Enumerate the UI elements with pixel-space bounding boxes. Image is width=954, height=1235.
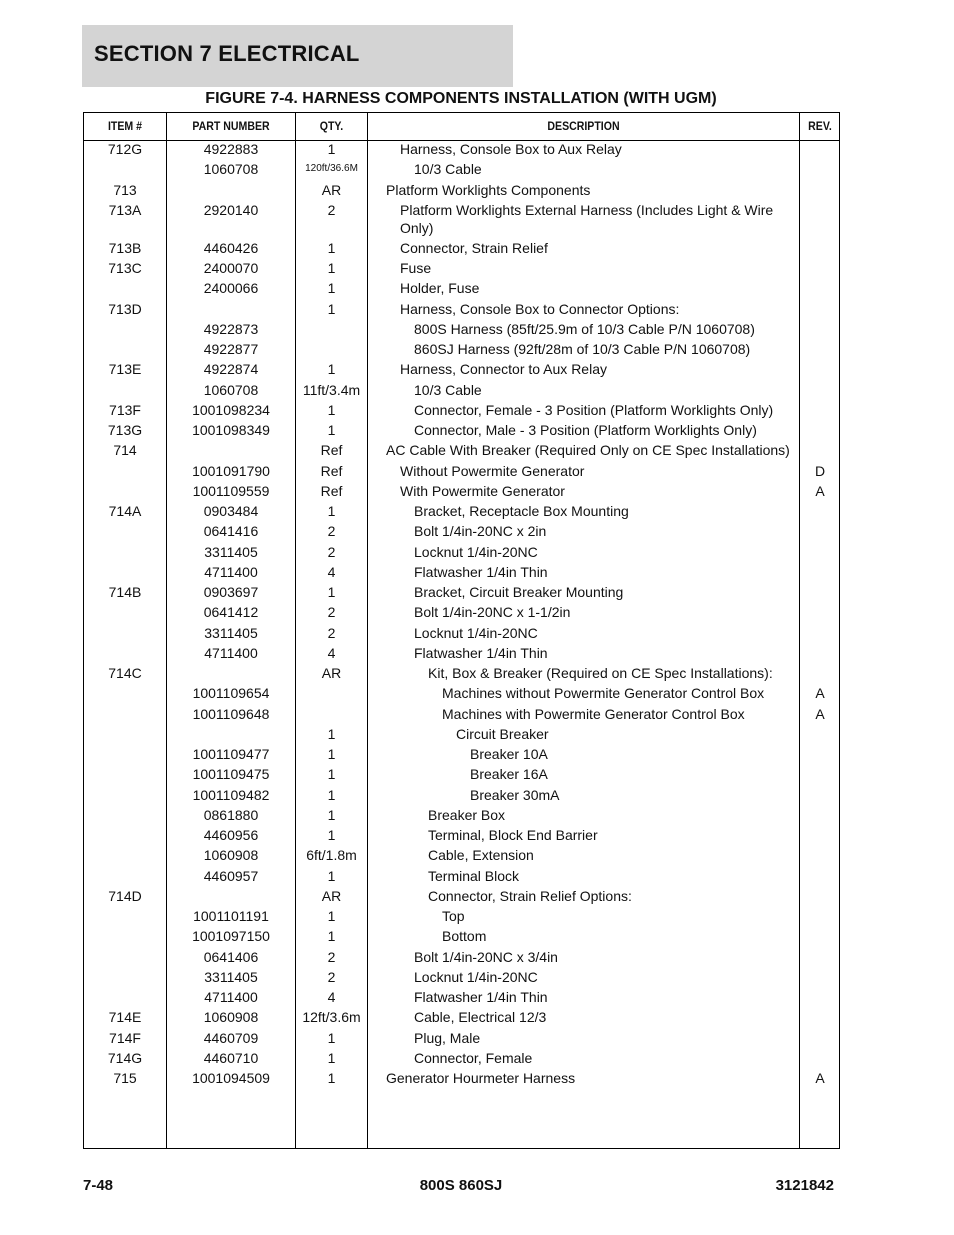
part-number: 1001098349 <box>192 422 270 438</box>
description: AC Cable With Breaker (Required Only on CE Spec Installations) <box>386 442 790 459</box>
table-row <box>84 239 839 259</box>
table-row <box>84 644 839 664</box>
table-row <box>84 1069 839 1089</box>
quantity: 1 <box>327 260 336 276</box>
part-number: 4460426 <box>203 239 259 256</box>
table-header <box>84 113 839 141</box>
table-row <box>84 603 839 623</box>
description: Kit, Box & Breaker (Required on CE Spec Installations): <box>428 665 773 681</box>
quantity: 6ft/1.8m <box>306 847 357 864</box>
table-row <box>84 867 839 887</box>
description: Cable, Electrical 12/3 <box>414 1009 547 1026</box>
part-number: 2400066 <box>203 280 259 297</box>
table-row <box>84 320 839 340</box>
description: Locknut 1/4in-20NC <box>414 968 538 985</box>
footer-doc-number: 3121842 <box>775 1177 834 1194</box>
quantity: 1 <box>327 867 336 884</box>
part-number: 1001109654 <box>192 685 270 702</box>
description: Harness, Connector to Aux Relay <box>400 361 607 378</box>
table-row <box>84 1049 839 1069</box>
table-row <box>84 441 839 461</box>
item-number: 714C <box>108 665 142 681</box>
table-row <box>84 765 839 785</box>
description: Generator Hourmeter Harness <box>386 1070 576 1086</box>
part-number: 0861880 <box>203 806 259 823</box>
part-number: 1060908 <box>203 847 259 864</box>
description: Cable, Extension <box>428 847 534 864</box>
description: Flatwasher 1/4in Thin <box>414 563 548 580</box>
table-row <box>84 745 839 765</box>
part-number: 1001109482 <box>192 786 270 803</box>
part-number: 1001109475 <box>192 766 270 783</box>
table-row <box>84 340 839 360</box>
description: Harness, Console Box to Connector Options: <box>400 300 680 317</box>
part-number: 1001098234 <box>192 401 270 418</box>
header-qty: QTY. <box>319 119 344 133</box>
quantity: Ref <box>320 462 343 479</box>
item-number: 714F <box>109 1029 141 1046</box>
item-number: 713D <box>108 300 142 317</box>
quantity: 2 <box>327 201 336 218</box>
part-number: 4460709 <box>203 1029 259 1046</box>
quantity: 1 <box>327 928 336 945</box>
description: Locknut 1/4in-20NC <box>414 543 538 560</box>
header-part-number: PART NUMBER <box>192 119 270 133</box>
table-row <box>84 502 839 522</box>
table-row <box>84 968 839 988</box>
item-number: 713A <box>108 201 142 218</box>
description: Without Powermite Generator <box>400 462 585 479</box>
description: Flatwasher 1/4in Thin <box>414 989 548 1005</box>
description: Plug, Male <box>414 1029 481 1046</box>
part-number: 4922877 <box>203 341 259 357</box>
part-number: 4711400 <box>204 989 258 1005</box>
description: Bracket, Circuit Breaker Mounting <box>414 584 624 600</box>
part-number: 0641406 <box>203 948 259 965</box>
section-banner <box>82 25 513 87</box>
revision: D <box>814 462 826 479</box>
description: Bracket, Receptacle Box Mounting <box>414 503 629 519</box>
description: Circuit Breaker <box>456 725 549 742</box>
quantity: 4 <box>327 989 336 1005</box>
part-number: 2920140 <box>203 201 259 218</box>
table-row <box>84 988 839 1008</box>
footer-page-number: 7-48 <box>83 1177 114 1194</box>
item-number: 714E <box>108 1009 142 1026</box>
part-number: 0903697 <box>203 584 259 600</box>
quantity: 2 <box>327 624 336 641</box>
table-row <box>84 381 839 401</box>
item-number: 714G <box>107 1049 143 1066</box>
part-number: 0641412 <box>203 604 259 621</box>
table-row <box>84 664 839 684</box>
quantity: 1 <box>327 584 336 600</box>
quantity: 12ft/3.6m <box>302 1009 361 1026</box>
item-number: 713B <box>108 239 142 256</box>
quantity: 1 <box>327 503 336 519</box>
part-number: 1001091790 <box>192 462 270 479</box>
description: Bottom <box>442 928 487 945</box>
description: Breaker 30mA <box>470 786 560 803</box>
description: Locknut 1/4in-20NC <box>414 624 538 641</box>
quantity: 4 <box>327 644 336 661</box>
table-row <box>84 786 839 806</box>
part-number: 3311405 <box>204 543 258 560</box>
figure-title: FIGURE 7-4. HARNESS COMPONENTS INSTALLATION (WITH UGM) <box>205 90 717 107</box>
table-row <box>84 300 839 320</box>
quantity: AR <box>321 181 342 198</box>
description: Connector, Female <box>414 1049 533 1066</box>
table-row <box>84 279 839 299</box>
parts-table <box>83 112 840 1149</box>
quantity: 2 <box>327 543 336 560</box>
table-row <box>84 563 839 583</box>
description: Connector, Strain Relief Options: <box>428 887 632 904</box>
quantity: 1 <box>327 746 336 762</box>
table-row <box>84 846 839 866</box>
quantity: 2 <box>327 523 336 540</box>
description: Machines with Powermite Generator Control Box <box>442 705 745 722</box>
quantity: 1 <box>327 766 336 783</box>
table-row <box>84 583 839 603</box>
revision: A <box>815 685 825 702</box>
description: Bolt 1/4in-20NC x 2in <box>414 523 547 540</box>
part-number: 4922873 <box>203 320 259 337</box>
description: Machines without Powermite Generator Control Box <box>442 685 765 702</box>
description: 800S Harness (85ft/25.9m of 10/3 Cable P/N 1060708) <box>414 320 755 337</box>
description: Flatwasher 1/4in Thin <box>414 644 548 661</box>
item-number: 713G <box>107 422 143 438</box>
quantity: 1 <box>327 725 336 742</box>
part-number: 1060908 <box>203 1009 259 1026</box>
item-number: 714A <box>108 503 142 519</box>
quantity: 4 <box>327 563 336 580</box>
table-body <box>84 140 839 1089</box>
table-row <box>84 927 839 947</box>
description: Holder, Fuse <box>400 280 480 297</box>
quantity: AR <box>321 665 342 681</box>
quantity: Ref <box>320 442 343 459</box>
item-number: 713C <box>108 260 142 276</box>
quantity: 1 <box>327 239 336 256</box>
description: Platform Worklights Components <box>386 181 591 198</box>
revision: A <box>815 482 825 499</box>
item-number: 714B <box>108 584 142 600</box>
section-title: SECTION 7 ELECTRICAL <box>94 41 360 66</box>
revision: A <box>815 705 825 722</box>
table-row <box>84 421 839 441</box>
description: Fuse <box>400 260 432 276</box>
description: Bolt 1/4in-20NC x 3/4in <box>414 948 558 965</box>
description: Bolt 1/4in-20NC x 1-1/2in <box>414 604 571 621</box>
item-number: 713 <box>113 181 137 198</box>
quantity: AR <box>321 887 342 904</box>
part-number: 4711400 <box>204 563 258 580</box>
table-row <box>84 360 839 380</box>
table-row <box>84 462 839 482</box>
header-rev: REV. <box>808 119 832 133</box>
quantity: 2 <box>327 968 336 985</box>
footer-model: 800S 860SJ <box>419 1177 503 1194</box>
part-number: 1001097150 <box>192 928 270 945</box>
header-item: ITEM # <box>107 119 143 133</box>
table-row <box>84 259 839 279</box>
description: 10/3 Cable <box>414 381 482 398</box>
item-number: 714 <box>113 442 137 459</box>
description: 860SJ Harness (92ft/28m of 10/3 Cable P/N 1060708) <box>414 341 751 357</box>
part-number: 0641416 <box>203 523 259 540</box>
quantity: 1 <box>327 141 336 157</box>
table-row <box>84 201 839 239</box>
description: Connector, Female - 3 Position (Platform Worklights Only) <box>414 401 774 418</box>
part-number: 3311405 <box>204 624 258 641</box>
part-number: 4922883 <box>203 141 259 157</box>
part-number: 1060708 <box>203 161 259 178</box>
table-row <box>84 684 839 704</box>
table-row <box>84 624 839 644</box>
description: Harness, Console Box to Aux Relay <box>400 141 622 157</box>
part-number: 0903484 <box>203 503 259 519</box>
quantity: 1 <box>327 1049 336 1066</box>
description: Terminal Block <box>428 867 520 884</box>
table-row <box>84 826 839 846</box>
description: Breaker 10A <box>470 746 548 762</box>
quantity: 2 <box>327 604 336 621</box>
quantity: Ref <box>320 482 343 499</box>
quantity: 1 <box>327 280 336 297</box>
description: Platform Worklights External Harness (Includes Light & Wire Only) <box>400 201 774 236</box>
table-row <box>84 705 839 725</box>
table-row <box>84 948 839 968</box>
item-number: 712G <box>107 141 143 157</box>
revision: A <box>815 1070 825 1086</box>
description: 10/3 Cable <box>414 161 482 178</box>
description: Breaker Box <box>428 806 506 823</box>
part-number: 4711400 <box>204 644 258 661</box>
table-row <box>84 1029 839 1049</box>
table-row <box>84 140 839 160</box>
quantity: 1 <box>327 300 336 317</box>
part-number: 1001101191 <box>193 908 269 924</box>
part-number: 1001109559 <box>192 482 270 499</box>
quantity: 2 <box>327 948 336 965</box>
quantity: 1 <box>327 786 336 803</box>
table-row <box>84 806 839 826</box>
quantity: 1 <box>327 827 336 843</box>
description: Connector, Male - 3 Position (Platform Worklights Only) <box>414 422 757 438</box>
item-number: 713E <box>108 361 142 378</box>
table-row <box>84 1008 839 1028</box>
part-number: 1001109648 <box>192 705 270 722</box>
quantity: 1 <box>327 361 336 378</box>
description: With Powermite Generator <box>400 482 565 499</box>
description: Terminal, Block End Barrier <box>428 827 598 843</box>
description: Breaker 16A <box>470 766 548 783</box>
part-number: 2400070 <box>203 260 259 276</box>
item-number: 715 <box>113 1070 137 1086</box>
table-row <box>84 907 839 927</box>
table-row <box>84 887 839 907</box>
part-number: 4922874 <box>203 361 259 378</box>
item-number: 714D <box>108 887 142 904</box>
quantity: 1 <box>327 908 336 924</box>
part-number: 1001109477 <box>192 746 270 762</box>
table-row <box>84 401 839 421</box>
part-number: 1060708 <box>203 381 259 398</box>
header-description: DESCRIPTION <box>547 119 620 133</box>
quantity: 1 <box>327 806 336 823</box>
quantity: 1 <box>327 422 336 438</box>
part-number: 4460957 <box>203 867 259 884</box>
quantity: 1 <box>327 1029 336 1046</box>
description: Top <box>442 908 465 924</box>
part-number: 4460956 <box>203 827 259 843</box>
table-row <box>84 181 839 201</box>
table-row <box>84 482 839 502</box>
description: Connector, Strain Relief <box>400 239 548 256</box>
part-number: 1001094509 <box>192 1070 270 1086</box>
item-number: 713F <box>109 401 141 418</box>
table-row <box>84 522 839 542</box>
quantity: 120ft/36.6M <box>305 163 358 175</box>
table-row <box>84 543 839 563</box>
quantity: 11ft/3.4m <box>302 381 361 398</box>
quantity: 1 <box>327 1070 336 1086</box>
table-row <box>84 725 839 745</box>
table-row <box>84 160 839 180</box>
part-number: 3311405 <box>204 968 258 985</box>
part-number: 4460710 <box>203 1049 259 1066</box>
quantity: 1 <box>327 401 336 418</box>
